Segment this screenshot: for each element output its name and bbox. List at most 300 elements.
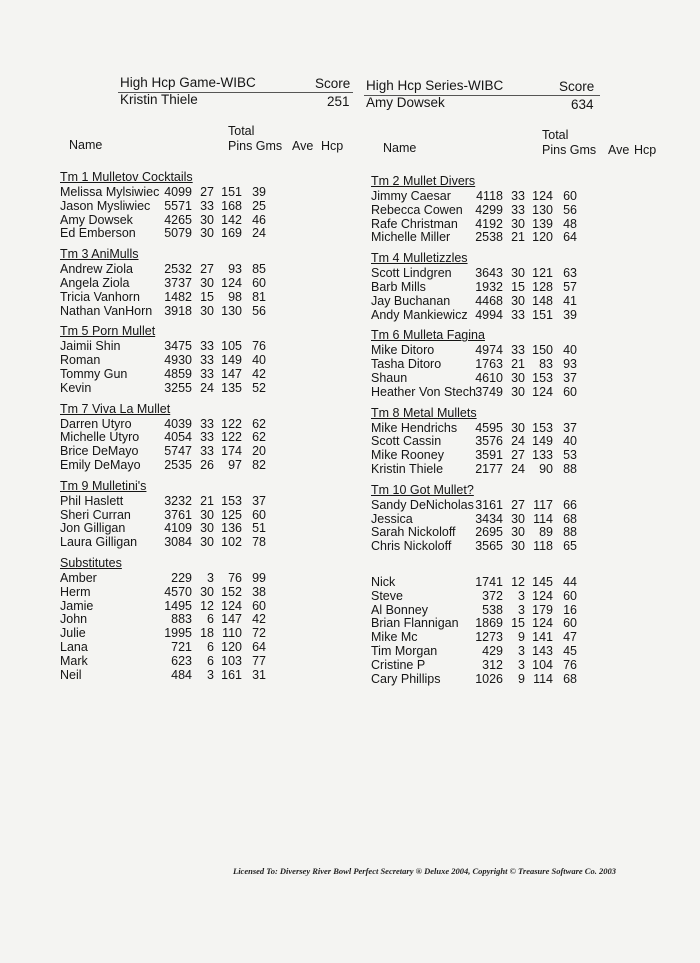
average: 133 [532, 448, 553, 463]
average: 124 [221, 275, 242, 290]
handicap: 81 [252, 289, 266, 304]
player-name: Scott Cassin [371, 434, 442, 449]
handicap: 60 [563, 189, 577, 203]
average: 152 [221, 584, 242, 599]
games: 30 [200, 521, 214, 536]
total-pins: 4265 [164, 212, 192, 227]
total-pins: 4610 [475, 370, 503, 385]
total-pins: 5571 [164, 198, 192, 213]
total-pins: 3434 [475, 511, 503, 526]
handicap: 40 [252, 353, 266, 368]
average: 118 [533, 539, 553, 554]
team-list [371, 174, 671, 686]
team-title: Tm 3 AniMulls [60, 247, 139, 262]
total-pins: 372 [482, 588, 503, 603]
total-pins: 4299 [475, 202, 503, 217]
team-block [371, 560, 671, 686]
handicap: 51 [252, 521, 266, 536]
games: 24 [200, 380, 214, 395]
player-name: Ed Emberson [60, 226, 136, 241]
player-row [371, 631, 671, 645]
team-title: Tm 6 Mulleta Fagina [371, 328, 485, 343]
player-row [371, 659, 671, 673]
average: 147 [221, 612, 242, 627]
handicap: 56 [252, 303, 266, 318]
player-row [371, 645, 671, 659]
average: 153 [221, 493, 242, 508]
handicap: 57 [563, 279, 577, 294]
total-pins: 1273 [475, 630, 503, 645]
handicap: 76 [252, 339, 266, 354]
average: 149 [532, 434, 553, 449]
total-pins: 4595 [475, 420, 503, 435]
games: 24 [511, 434, 525, 449]
player-row [371, 576, 671, 590]
handicap: 47 [563, 630, 577, 645]
average: 114 [533, 671, 553, 686]
average: 153 [532, 370, 553, 385]
player-name: Andy Mankiewicz [371, 307, 468, 322]
average: 148 [532, 293, 553, 308]
player-name: Andrew Ziola [60, 262, 133, 277]
total-pins: 5747 [164, 444, 192, 459]
player-row [60, 368, 360, 382]
team-title: Tm 8 Metal Mullets [371, 405, 477, 420]
handicap: 88 [563, 461, 577, 476]
header-name: Name [69, 138, 103, 152]
player-row [60, 418, 360, 432]
average: 121 [532, 266, 553, 281]
handicap: 60 [252, 598, 266, 613]
total-pins: 4099 [164, 185, 192, 199]
average: 130 [221, 303, 242, 318]
player-name: Sarah Nickoloff [371, 525, 456, 540]
player-row [60, 669, 360, 683]
player-name: Jason Mysliwiec [60, 198, 151, 213]
handicap: 64 [252, 639, 266, 654]
games: 33 [200, 416, 214, 431]
average: 117 [533, 497, 553, 512]
player-row [60, 277, 360, 291]
handicap: 41 [563, 293, 577, 308]
team-title: Tm 7 Viva La Mullet [60, 401, 171, 416]
handicap: 88 [563, 525, 577, 540]
handicap: 66 [563, 497, 577, 512]
games: 9 [518, 671, 525, 686]
average: 103 [221, 653, 242, 668]
player-name: Rebecca Cowen [371, 202, 463, 217]
games: 27 [200, 185, 214, 199]
average: 142 [221, 212, 242, 227]
games: 30 [511, 266, 525, 281]
average: 120 [221, 639, 242, 654]
player-name: Laura Gilligan [60, 535, 138, 550]
games: 9 [518, 630, 525, 645]
handicap: 31 [252, 667, 266, 682]
total-pins: 3255 [164, 380, 192, 395]
handicap: 46 [252, 212, 266, 227]
total-pins: 3565 [475, 539, 503, 554]
total-pins: 4118 [476, 189, 503, 203]
games: 33 [200, 430, 214, 445]
average: 122 [221, 416, 242, 431]
handicap: 39 [563, 307, 577, 322]
team-block [60, 479, 360, 550]
player-name: Melissa Mylsiwiec [60, 185, 160, 199]
player-name: Mike Rooney [371, 448, 444, 463]
player-name: Angela Ziola [60, 275, 130, 290]
player-row [60, 382, 360, 396]
high-series-score: 634 [571, 97, 594, 112]
total-pins: 4054 [164, 430, 192, 445]
average: 141 [532, 630, 553, 645]
total-pins: 484 [171, 667, 192, 682]
total-pins: 1869 [475, 616, 503, 631]
handicap: 45 [563, 643, 577, 658]
player-row [60, 263, 360, 277]
player-row [60, 214, 360, 228]
games: 27 [511, 448, 525, 463]
handicap: 56 [563, 202, 577, 217]
average: 147 [221, 366, 242, 381]
games: 12 [511, 574, 525, 589]
player-name: Rafe Christman [371, 216, 458, 231]
total-pins: 2535 [164, 457, 192, 472]
average: 124 [532, 588, 553, 603]
handicap: 76 [563, 657, 577, 672]
player-name: Jimmy Caesar [371, 189, 451, 203]
player-name: Jay Buchanan [371, 293, 451, 308]
total-pins: 4994 [475, 307, 503, 322]
average: 150 [532, 343, 553, 358]
total-pins: 3643 [475, 266, 503, 281]
average: 83 [539, 357, 553, 372]
team-block [60, 402, 360, 473]
games: 30 [200, 303, 214, 318]
player-name: Mike Ditoro [371, 343, 435, 358]
player-name: Amy Dowsek [60, 212, 133, 227]
player-row [60, 572, 360, 586]
games: 12 [200, 598, 214, 613]
header-hcp: Hcp [634, 143, 657, 157]
player-name: Mike Mc [371, 630, 418, 645]
player-row [371, 422, 671, 436]
games: 33 [200, 444, 214, 459]
team-title [371, 560, 671, 575]
player-row [60, 600, 360, 614]
games: 3 [207, 667, 214, 682]
player-row [371, 540, 671, 554]
player-name: Lana [60, 639, 88, 654]
player-row [371, 673, 671, 687]
player-row [60, 291, 360, 305]
player-row [371, 358, 671, 372]
player-row [60, 627, 360, 641]
player-name: Jamie [60, 598, 94, 613]
high-game-score-label: Score [315, 76, 351, 91]
player-name: Heather Von Stech [371, 384, 476, 399]
player-name: Tim Morgan [371, 643, 438, 658]
player-row [371, 617, 671, 631]
player-name: Jon Gilligan [60, 521, 126, 536]
team-block [371, 406, 671, 477]
player-row [60, 227, 360, 241]
total-pins: 4859 [164, 366, 192, 381]
header-total: Total [228, 124, 255, 138]
team-block [60, 556, 360, 682]
total-pins: 623 [171, 653, 192, 668]
handicap: 39 [252, 185, 266, 199]
player-name: John [60, 612, 88, 627]
handicap: 40 [563, 434, 577, 449]
player-row [371, 372, 671, 386]
total-pins: 4570 [164, 584, 192, 599]
handicap: 52 [252, 380, 266, 395]
player-row [371, 463, 671, 477]
average: 105 [221, 339, 242, 354]
player-row [371, 435, 671, 449]
games: 30 [511, 216, 525, 231]
player-row [60, 509, 360, 523]
header-name: Name [383, 141, 417, 155]
team-block [60, 247, 360, 318]
handicap: 37 [563, 370, 577, 385]
games: 15 [511, 279, 525, 294]
handicap: 62 [252, 416, 266, 431]
total-pins: 3737 [164, 275, 192, 290]
average: 120 [532, 230, 553, 245]
handicap: 82 [252, 457, 266, 472]
games: 30 [200, 226, 214, 241]
total-pins: 538 [482, 602, 503, 617]
player-row [371, 449, 671, 463]
handicap: 42 [252, 366, 266, 381]
player-name: Darren Utyro [60, 416, 132, 431]
player-row [371, 526, 671, 540]
games: 18 [200, 626, 214, 641]
player-name: Neil [60, 667, 82, 682]
handicap: 48 [563, 216, 577, 231]
total-pins: 4468 [475, 293, 503, 308]
team-title: Tm 2 Mullet Divers [371, 174, 476, 188]
player-name: Mike Hendrichs [371, 420, 458, 435]
average: 76 [228, 570, 242, 585]
games: 30 [511, 293, 525, 308]
column-header [60, 124, 360, 164]
games: 15 [200, 289, 214, 304]
average: 161 [221, 667, 242, 682]
player-name: Kevin [60, 380, 92, 395]
average: 143 [532, 643, 553, 658]
player-row [60, 305, 360, 319]
games: 30 [511, 420, 525, 435]
games: 30 [511, 370, 525, 385]
total-pins: 3475 [164, 339, 192, 354]
average: 153 [532, 420, 553, 435]
average: 125 [221, 507, 242, 522]
player-row [371, 386, 671, 400]
high-series-score-label: Score [559, 79, 595, 94]
average: 136 [221, 521, 242, 536]
games: 21 [200, 493, 214, 508]
total-pins: 3576 [475, 434, 503, 449]
player-name: Tricia Vanhorn [60, 289, 140, 304]
right-column [371, 128, 671, 686]
total-pins: 3161 [475, 497, 503, 512]
high-series-label: High Hcp Series-WIBC [366, 78, 504, 93]
total-pins: 1495 [164, 598, 192, 613]
player-name: Julie [60, 626, 86, 641]
average: 168 [221, 198, 242, 213]
column-header [371, 128, 671, 168]
games: 6 [207, 653, 214, 668]
player-name: Nathan VanHorn [60, 303, 153, 318]
player-row [60, 459, 360, 473]
games: 30 [511, 525, 525, 540]
games: 33 [200, 339, 214, 354]
average: 139 [532, 216, 553, 231]
high-series-name: Amy Dowsek [366, 95, 445, 110]
average: 114 [533, 511, 553, 526]
average: 151 [532, 307, 553, 322]
handicap: 60 [563, 384, 577, 399]
games: 30 [511, 511, 525, 526]
player-row [60, 340, 360, 354]
header-ave: Ave [608, 143, 630, 157]
games: 24 [511, 461, 525, 476]
player-row [371, 604, 671, 618]
handicap: 93 [563, 357, 577, 372]
average: 97 [228, 457, 242, 472]
player-name: Barb Mills [371, 279, 426, 294]
games: 33 [200, 353, 214, 368]
player-name: Cristine P [371, 657, 426, 672]
total-pins: 1741 [475, 574, 503, 589]
total-pins: 312 [482, 657, 503, 672]
player-name: Emily DeMayo [60, 457, 141, 472]
header-total: Total [542, 128, 569, 142]
player-row [60, 354, 360, 368]
high-game-score: 251 [327, 94, 350, 109]
player-row [371, 281, 671, 295]
player-row [60, 655, 360, 669]
games: 30 [200, 507, 214, 522]
games: 33 [511, 343, 525, 358]
games: 27 [200, 262, 214, 277]
player-row [371, 231, 671, 245]
team-title: Tm 10 Got Mullet? [371, 482, 474, 497]
total-pins: 883 [171, 612, 192, 627]
average: 93 [228, 262, 242, 277]
total-pins: 2538 [475, 230, 503, 245]
total-pins: 1995 [164, 626, 192, 641]
header-hcp: Hcp [321, 139, 344, 153]
player-row [371, 309, 671, 323]
player-row [371, 295, 671, 309]
handicap: 16 [563, 602, 577, 617]
player-row [60, 495, 360, 509]
player-name: Phil Haslett [60, 493, 124, 508]
total-pins: 1763 [475, 357, 503, 372]
handicap: 78 [252, 535, 266, 550]
player-name: Sheri Curran [60, 507, 131, 522]
total-pins: 5079 [164, 226, 192, 241]
player-name: Amber [60, 570, 97, 585]
handicap: 37 [252, 493, 266, 508]
average: 124 [532, 616, 553, 631]
games: 27 [511, 497, 525, 512]
player-name: Steve [371, 588, 403, 603]
team-title: Tm 4 Mulletizzles [371, 251, 468, 266]
average: 98 [228, 289, 242, 304]
player-name: Cary Phillips [371, 671, 441, 686]
handicap: 60 [252, 275, 266, 290]
handicap: 85 [252, 262, 266, 277]
team-block [371, 328, 671, 399]
header-pins-gms: Pins Gms [228, 139, 283, 153]
player-row [60, 613, 360, 627]
average: 110 [222, 626, 242, 641]
average: 90 [539, 461, 553, 476]
team-title: Tm 1 Mulletov Cocktails [60, 170, 193, 184]
total-pins: 1932 [475, 279, 503, 294]
team-title: Substitutes [60, 555, 122, 570]
handicap: 62 [252, 430, 266, 445]
team-title: Tm 5 Porn Mullet [60, 324, 156, 339]
player-row [371, 190, 671, 204]
handicap: 64 [563, 230, 577, 245]
games: 26 [200, 457, 214, 472]
left-column [60, 124, 360, 682]
team-block [371, 483, 671, 554]
games: 33 [511, 189, 525, 203]
player-name: Tommy Gun [60, 366, 128, 381]
handicap: 38 [252, 584, 266, 599]
average: 149 [221, 353, 242, 368]
average: 130 [532, 202, 553, 217]
games: 21 [511, 230, 525, 245]
games: 3 [518, 657, 525, 672]
player-name: Tasha Ditoro [371, 357, 442, 372]
total-pins: 3749 [475, 384, 503, 399]
high-game-name: Kristin Thiele [120, 92, 198, 107]
player-row [371, 204, 671, 218]
player-name: Kristin Thiele [371, 461, 444, 476]
games: 33 [511, 202, 525, 217]
average: 145 [532, 574, 553, 589]
team-title: Tm 9 Mulletini's [60, 478, 147, 493]
handicap: 72 [252, 626, 266, 641]
total-pins: 229 [171, 570, 192, 585]
total-pins: 1026 [475, 671, 503, 686]
handicap: 60 [563, 616, 577, 631]
handicap: 20 [252, 444, 266, 459]
games: 3 [518, 602, 525, 617]
total-pins: 3084 [164, 535, 192, 550]
average: 104 [532, 657, 553, 672]
games: 30 [511, 539, 525, 554]
total-pins: 429 [482, 643, 503, 658]
games: 33 [511, 307, 525, 322]
average: 151 [221, 185, 242, 199]
total-pins: 4039 [164, 416, 192, 431]
handicap: 37 [563, 420, 577, 435]
total-pins: 4109 [164, 521, 192, 536]
player-name: Al Bonney [371, 602, 428, 617]
total-pins: 4192 [475, 216, 503, 231]
header-ave: Ave [292, 139, 314, 153]
handicap: 68 [563, 671, 577, 686]
